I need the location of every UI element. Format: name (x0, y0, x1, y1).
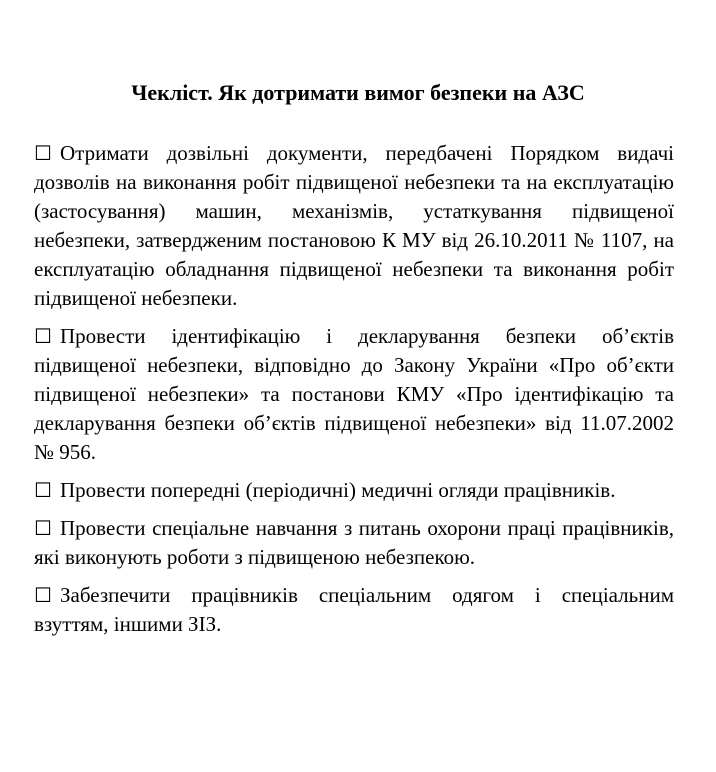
checklist-item (34, 322, 674, 467)
checklist-item (34, 581, 674, 639)
checklist-item-text: Провести попередні (періодичні) медичні огляди працівників. (60, 478, 616, 502)
checklist-item-text: Провести спеціальне навчання з питань охорони праці працівників, які виконують роботи з підвищеною небезпекою. (34, 516, 674, 569)
checklist-item-text: Провести ідентифікацію і декларування безпеки об’єктів підвищеної небезпеки, відповідно до Закону України «Про об’єкти підвищеної небезпеки» та постанови КМУ «Про ідентифікацію та декларування безпеки об’єктів підвищеної небезпеки» від 11.07.2002 № 956. (34, 324, 674, 464)
checkbox-icon[interactable]: ☐ (34, 516, 52, 540)
checkbox-icon[interactable]: ☐ (34, 478, 52, 502)
document-title: Чекліст. Як дотримати вимог безпеки на АЗС (131, 80, 585, 105)
checklist-item-text: Забезпечити працівників спеціальним одягом і спеціальним взуттям, іншими ЗІЗ. (34, 583, 674, 636)
checklist-item (34, 514, 674, 572)
checklist-item (34, 139, 674, 313)
checkbox-icon[interactable]: ☐ (34, 141, 52, 165)
checklist (34, 139, 674, 648)
checklist-item-text: Отримати дозвільні документи, передбачені Порядком видачі дозволів на виконання робіт підвищеної небезпеки та на експлуатацію (застосування) машин, механізмів, устаткування підвищеної небезпеки, затвердженим постановою К МУ від 26.10.2011 № 1107, на експлуатацію обладнання підвищеної небезпеки та виконання робіт підвищеної небезпеки. (34, 141, 674, 310)
checkbox-icon[interactable]: ☐ (34, 324, 52, 348)
checklist-item (34, 476, 674, 505)
checkbox-icon[interactable]: ☐ (34, 583, 52, 607)
